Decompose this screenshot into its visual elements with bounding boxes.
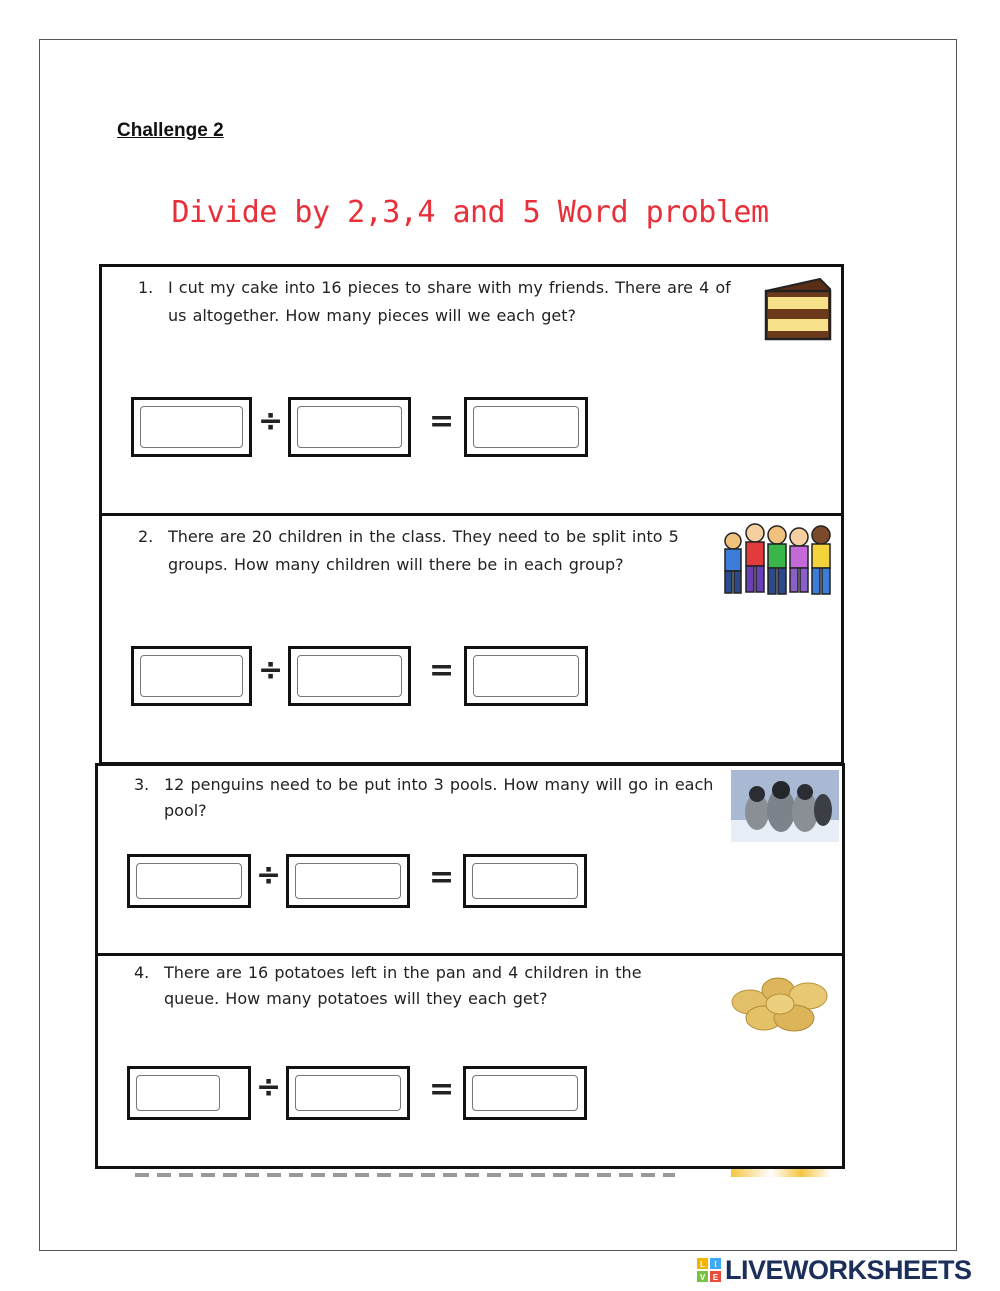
problem-2	[99, 513, 844, 765]
equals-sign: =	[429, 1072, 455, 1107]
logo-letter: E	[712, 1273, 719, 1282]
problem-3	[95, 763, 845, 956]
equals-sign: =	[429, 404, 455, 439]
liveworksheets-logo-icon	[697, 1258, 721, 1282]
problem-number: 2.	[138, 527, 154, 546]
brand-name: LIVEWORKSHEETS	[725, 1254, 972, 1285]
equals-sign: =	[429, 860, 455, 895]
divisor-input[interactable]	[288, 646, 411, 706]
liveworksheets-logo	[697, 1255, 972, 1285]
challenge-label: Challenge 2	[117, 120, 224, 141]
quotient-input[interactable]	[464, 646, 588, 706]
next-problem-cutoff	[95, 1166, 845, 1181]
problem-number: 4.	[134, 963, 150, 982]
quotient-input[interactable]	[463, 854, 587, 908]
question-line: There are 16 potatoes left in the pan and 4 children in the	[164, 963, 642, 982]
question-line: groups. How many children will there be in each group?	[168, 555, 624, 574]
worksheet-title: Divide by 2,3,4 and 5 Word problem	[171, 195, 769, 230]
quotient-input[interactable]	[464, 397, 588, 457]
divide-sign: ÷	[256, 1070, 282, 1105]
problem-1	[99, 264, 844, 516]
question-line: I cut my cake into 16 pieces to share with my friends. There are 4 of	[168, 278, 731, 297]
question-line: There are 20 children in the class. They need to be split into 5	[168, 527, 679, 546]
dividend-input[interactable]	[131, 397, 252, 457]
children-group-icon	[719, 519, 839, 601]
equals-sign: =	[429, 653, 455, 688]
potatoes-photo-icon	[728, 966, 832, 1038]
question-line: 12 penguins need to be put into 3 pools. How many will go in each	[164, 775, 714, 794]
question-line: us altogether. How many pieces will we each get?	[168, 306, 576, 325]
divide-sign: ÷	[258, 404, 284, 439]
quotient-input[interactable]	[463, 1066, 587, 1120]
problem-number: 1.	[138, 278, 154, 297]
divisor-input[interactable]	[286, 854, 410, 908]
divisor-input[interactable]	[286, 1066, 410, 1120]
cake-slice-icon	[762, 275, 834, 341]
problem-number: 3.	[134, 775, 150, 794]
dividend-input[interactable]	[131, 646, 252, 706]
question-line: queue. How many potatoes will they each get?	[164, 989, 548, 1008]
question-line: pool?	[164, 801, 207, 820]
dividend-input[interactable]	[127, 1066, 251, 1120]
divide-sign: ÷	[256, 858, 282, 893]
logo-letter: V	[699, 1273, 706, 1282]
dividend-input[interactable]	[127, 854, 251, 908]
divide-sign: ÷	[258, 653, 284, 688]
divisor-input[interactable]	[288, 397, 411, 457]
logo-letter: L	[700, 1260, 705, 1269]
logo-letter: I	[714, 1260, 717, 1269]
penguins-photo-icon	[731, 770, 839, 842]
problem-4	[95, 953, 845, 1169]
